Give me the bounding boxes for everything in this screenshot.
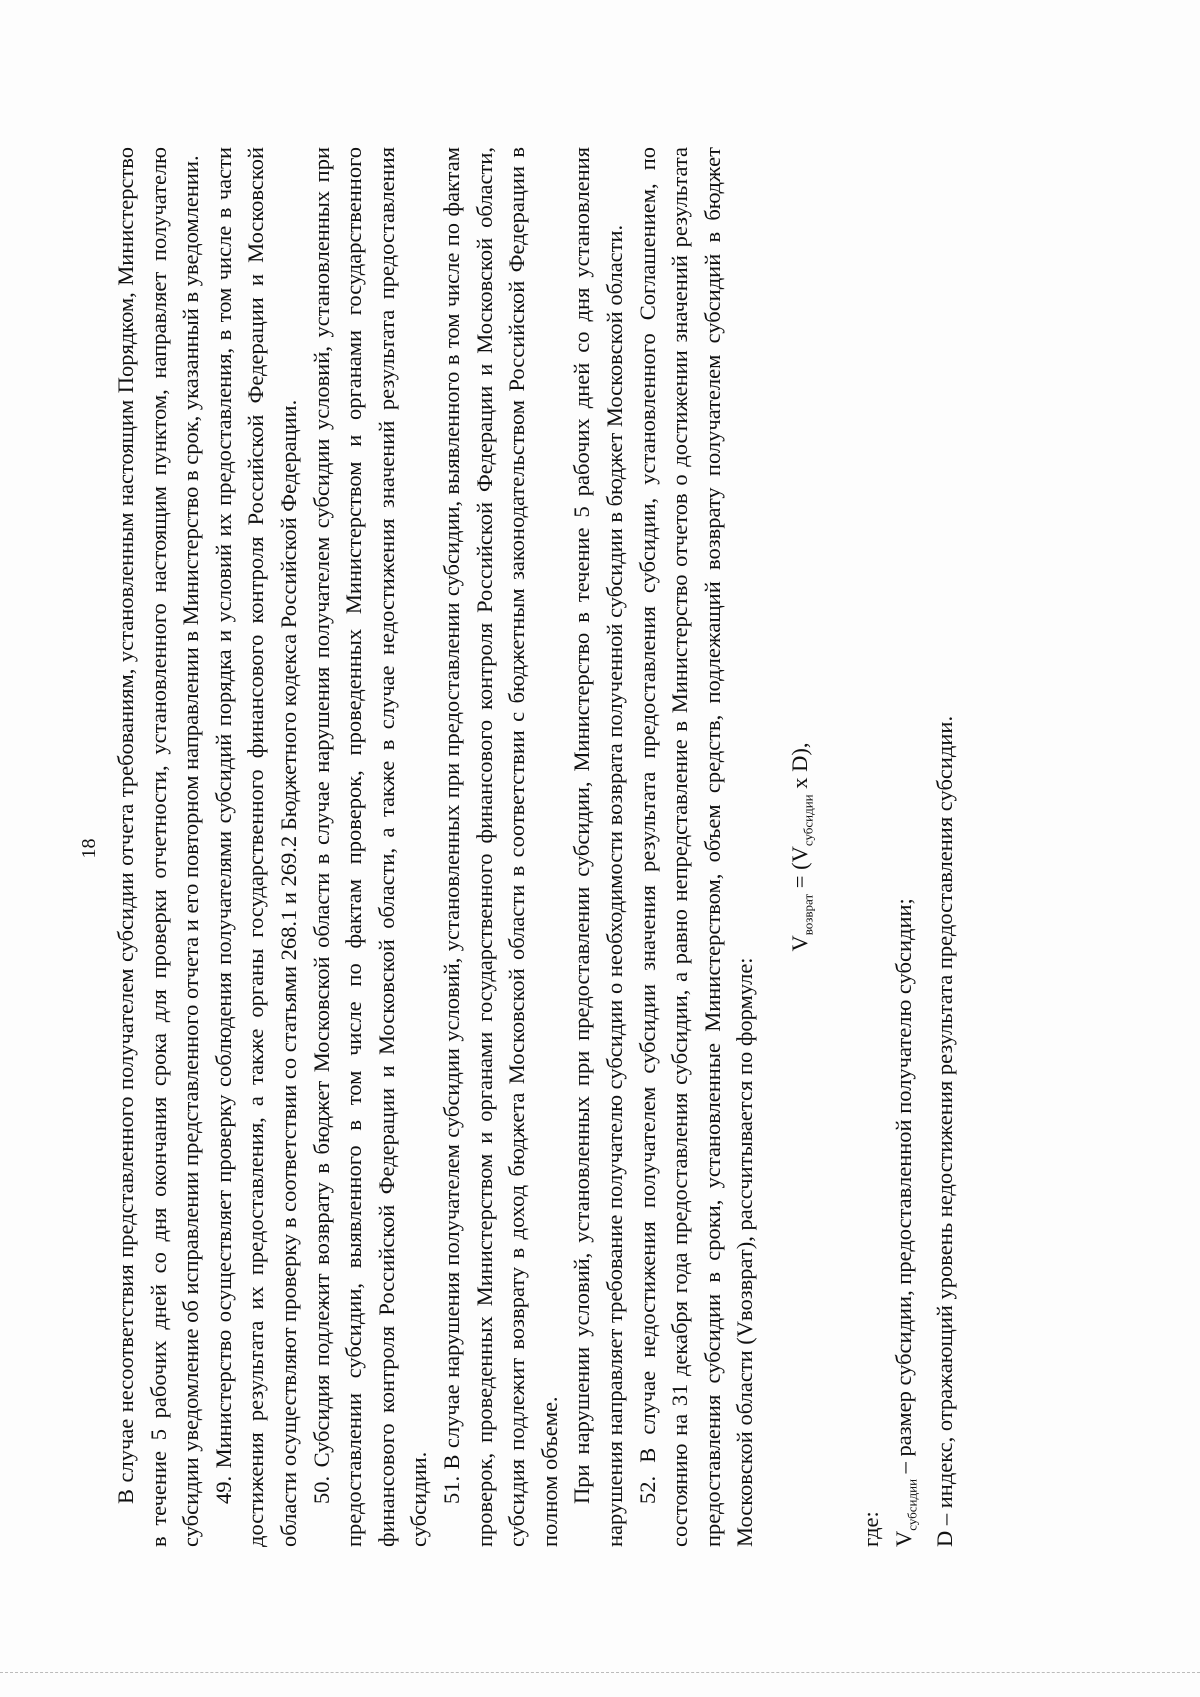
paragraph: 52. В случае недостижения получателем субсидии значения результата предоставления субсидии, установленного Соглашением, по состоянию на 31 декабря года предоставления субсидии, а равно непредставление в Министерство отчетов о достижении значений результата предоставления субсидии в сроки, установленные Министерством, объем средств, подлежащий возврату получателем субсидий в бюджет Московской области (Vвозврат), рассчитывается по формуле: (634, 147, 758, 1547)
formula-rest: x D), (786, 742, 812, 795)
formula-eq: = (V (786, 846, 812, 894)
definition-text: – размер субсидии, предоставленной получателю субсидии; (890, 898, 916, 1479)
formula-rhs-sub: субсидии (800, 794, 816, 847)
document-body (110, 147, 961, 1547)
paragraph: 51. В случае нарушения получателем субсидии условий, установленных при предоставлении субсидии, выявленного в том числе по фактам проверок, проведенных Министерством и органами государственного финансового контроля Российской Федерации и Московской области, субсидия подлежит возврату в доход бюджета Московской области в соответствии с бюджетным законодательством Российской Федерации в полном объеме. (438, 147, 562, 1547)
definition (888, 147, 929, 1547)
where-label: где: (857, 1511, 883, 1547)
definition-sub: субсидии (904, 1478, 920, 1531)
definition-text: – индекс, отражающий уровень недостижения результата предоставления субсидии. (931, 715, 957, 1531)
paragraph: В случае несоответствия представленного получателем субсидии отчета требованиям, установленным настоящим Порядком, Министерство в течение 5 рабочих дней со дня окончания срока для проверки отчетности, установленного настоящим пунктом, направляет получателю субсидии уведомление об исправлении представленного отчета и его повторном направлении в Министерство в срок, указанный в уведомлении. (113, 147, 204, 1547)
definition-symbol: V (890, 1530, 916, 1547)
definition-symbol: D (931, 1530, 957, 1547)
formula-lhs-sub: возврат (800, 893, 816, 936)
paragraph: При нарушении условий, установленных при предоставлении субсидии, Министерство в течение 5 рабочих дней со дня установления нарушения направляет требование получателю субсидии о необходимости возврата полученной субсидии в бюджет Московской области. (569, 147, 627, 1547)
paragraph: 50. Субсидия подлежит возврату в бюджет Московской области в случае нарушения получателем субсидии условий, установленных при предоставлении субсидии, выявленного в том числе по фактам проверок, проведенных Министерством и органами государственного финансового контроля Российской Федерации и Московской области, а также в случае недостижения значений результата предоставления субсидии. (308, 147, 432, 1547)
formula-lhs: V (786, 935, 812, 952)
formula (784, 147, 825, 1547)
paragraph: 49. Министерство осуществляет проверку соблюдения получателями субсидий порядка и условий их предоставления, в том числе в части достижения результата их предоставления, а также органы государственного финансового контроля Российской Федерации и Московской области осуществляют проверку в соответствии со статьями 268.1 и 269.2 Бюджетного кодекса Российской Федерации. (210, 147, 301, 1547)
page-number: 18 (78, 838, 100, 859)
definition (929, 147, 962, 1547)
